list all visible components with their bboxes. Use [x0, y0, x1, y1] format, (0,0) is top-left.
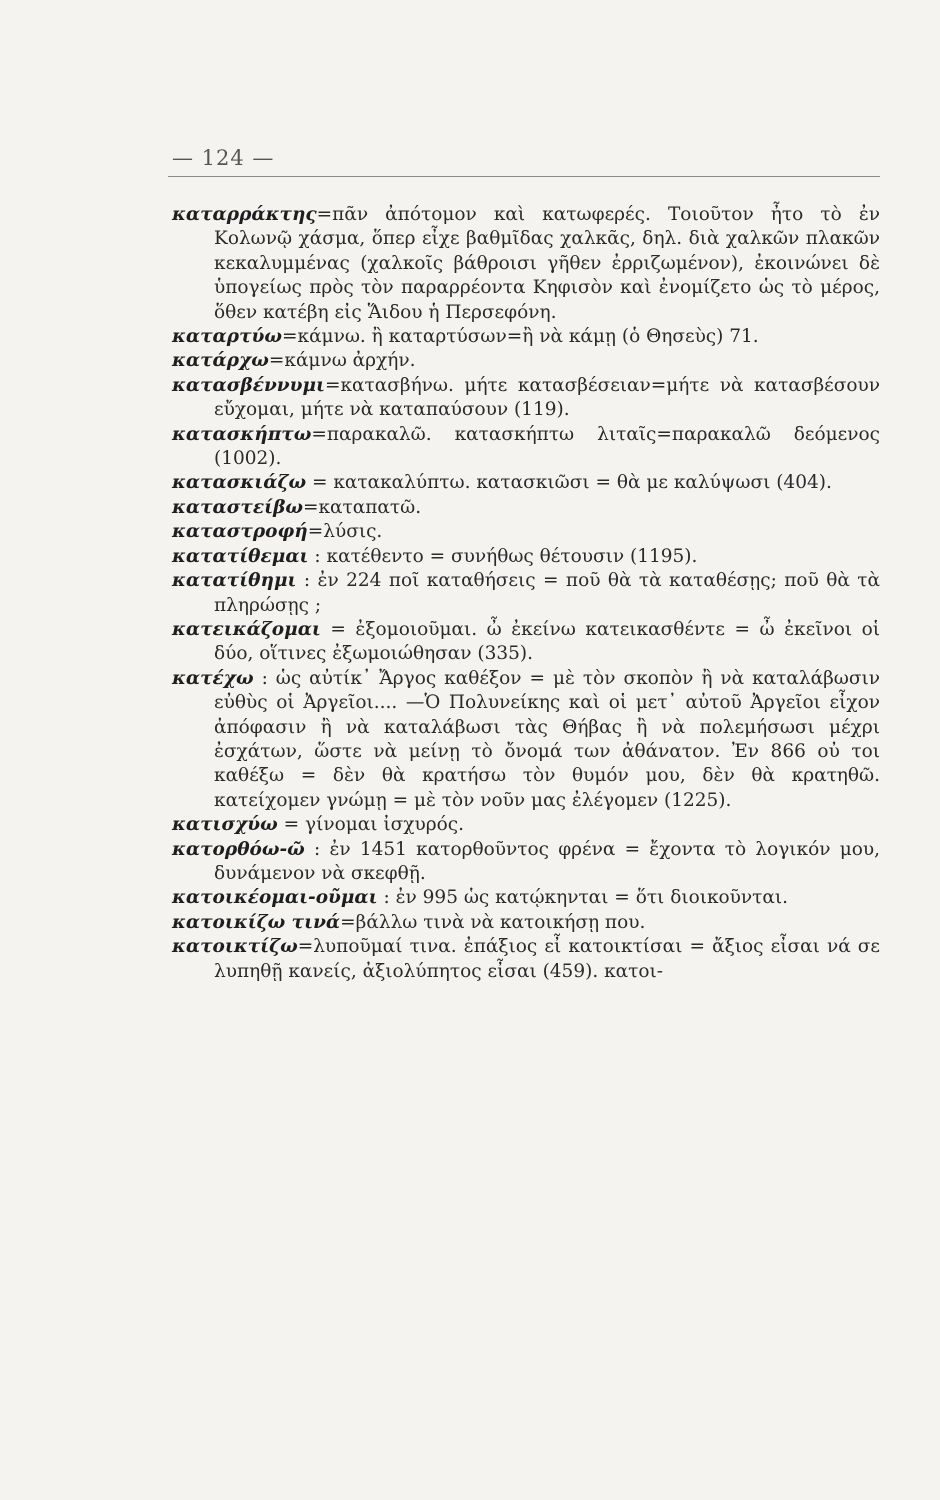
definition: : ἐν 224 ποῖ καταθήσεις = ποῦ θὰ τὰ καταθέσῃς; ποῦ θὰ τὰ πληρώσῃς ; [214, 570, 880, 616]
definition: : κατέθεντο = συνήθως θέτουσιν (1195). [308, 545, 698, 567]
headword: καταστείβω [172, 496, 303, 518]
glossary-entry [172, 667, 880, 813]
headword: κατατίθημι [172, 570, 297, 592]
glossary-entry [172, 838, 880, 887]
definition: =λύσις. [307, 521, 383, 543]
glossary-entry [172, 374, 880, 423]
headword: κατοικτίζω [172, 936, 298, 958]
glossary-entry [172, 545, 880, 569]
headword: κατάρχω [172, 350, 269, 372]
definition: =καταπατῶ. [302, 496, 422, 518]
headword: καταρράκτης [172, 204, 317, 225]
glossary-entries [172, 203, 880, 984]
headword: καταστροφή [172, 521, 308, 543]
definition: = γίνομαι ἰσχυρός. [277, 814, 464, 836]
definition: =βάλλω τινὰ νὰ κατοικήσῃ που. [340, 911, 646, 933]
headword: κατασβέννυμι [172, 374, 325, 396]
definition: =κάμνω ἀρχήν. [268, 350, 416, 372]
definition: = ἐξομοιοῦμαι. ὦ ἐκείνω κατεικασθέντε = ὦ ἐκεῖνοι οἱ δύο, οἵτινες ἐξωμοιώθησαν (335). [214, 618, 880, 665]
definition: =κάμνω. ἢ καταρτύσων=ἢ νὰ κάμῃ (ὁ Θησεὺς) 71. [282, 326, 759, 348]
glossary-entry [172, 935, 880, 984]
glossary-entry [172, 569, 880, 618]
headword: κατασκιάζω [172, 472, 307, 494]
headword: κατισχύω [172, 814, 278, 836]
glossary-entry [172, 886, 880, 910]
glossary-entry [172, 520, 880, 544]
header-rule [168, 176, 880, 177]
glossary-entry [172, 423, 880, 472]
definition: =πᾶν ἀπότομον καὶ κατωφερές. Τοιοῦτον ἦτο τὸ ἐν Κολωνῷ χάσμα, ὅπερ εἶχε βαθμῖδας χαλκᾶς, δηλ. διὰ χαλκῶν πλακῶν κεκαλυμμένας (χαλκοῖς βάθροισι γῆθεν ἐρριζωμένον), ἐκοινώνει δὲ ὑπογείως πρὸς τὸν παραρρέοντα Κηφισὸν καὶ ἐνομίζετο ὡς τὸ μέρος, ὅθεν κατέβη εἰς Ἅιδου ἡ Περσεφόνη. [214, 204, 880, 323]
headword: κατοικέομαι-οῦμαι [172, 887, 378, 909]
definition: : ἐν 995 ὡς κατῴκηνται = ὅτι διοικοῦνται. [377, 887, 789, 909]
glossary-entry [172, 496, 880, 520]
headword: κατοικίζω τινά [172, 911, 341, 933]
glossary-entry [172, 349, 880, 373]
definition: =κατασβήνω. μήτε κατασβέσειαν=μήτε νὰ κατασβέσουν εὔχομαι, μήτε νὰ καταπαύσουν (119). [214, 374, 880, 421]
headword: κατορθόω-ῶ [172, 838, 305, 860]
glossary-entry [172, 813, 880, 837]
definition: : ὡς αὐτίκ᾽ Ἄργος καθέξον = μὲ τὸν σκοπὸν ἢ νὰ καταλάβωσιν εὐθὺς οἱ Ἀργεῖοι.... —Ὁ Πολυνείκης καὶ οἱ μετ᾽ αὐτοῦ Ἀργεῖοι εἶχον ἀπόφασιν ἢ νὰ καταλάβωσι τὰς Θήβας ἢ νὰ πολεμήσωσι μέχρι ἐσχάτων, ὥστε νὰ μείνῃ τὸ ὄνομά των ἀθάνατον. Ἐν 866 οὐ τοι καθέξω = δὲν θὰ κρατήσω τὸν θυμόν μου, δὲν θὰ κρατηθῶ. κατείχομεν γνώμῃ = μὲ τὸν νοῦν μας ἐλέγομεν (1225). [214, 667, 880, 811]
headword: κατατίθεμαι [172, 545, 309, 567]
glossary-entry [172, 618, 880, 667]
headword: καταρτύω [172, 326, 282, 348]
definition: = κατακαλύπτω. κατασκιῶσι = θὰ με καλύψωσι (404). [306, 472, 832, 494]
definition: =παρακαλῶ. κατασκήπτω λιταῖς=παρακαλῶ δεόμενος (1002). [214, 423, 880, 470]
glossary-entry [172, 203, 880, 325]
page-number: — 124 — [172, 146, 275, 170]
definition: : ἐν 1451 κατορθοῦντος φρένα = ἔχοντα τὸ λογικόν μου, δυνάμενον νὰ σκεφθῇ. [214, 838, 880, 884]
headword: κατέχω [172, 667, 254, 689]
definition: =λυποῦμαί τινα. ἐπάξιος εἶ κατοικτίσαι = ἄξιος εἶσαι νά σε λυπηθῇ κανείς, ἀξιολύπητος εἶσαι (459). κατοι- [214, 936, 880, 982]
headword: κατασκήπτω [172, 423, 312, 445]
headword: κατεικάζομαι [172, 618, 321, 640]
glossary-entry [172, 911, 880, 935]
glossary-entry [172, 325, 880, 349]
glossary-entry [172, 471, 880, 495]
